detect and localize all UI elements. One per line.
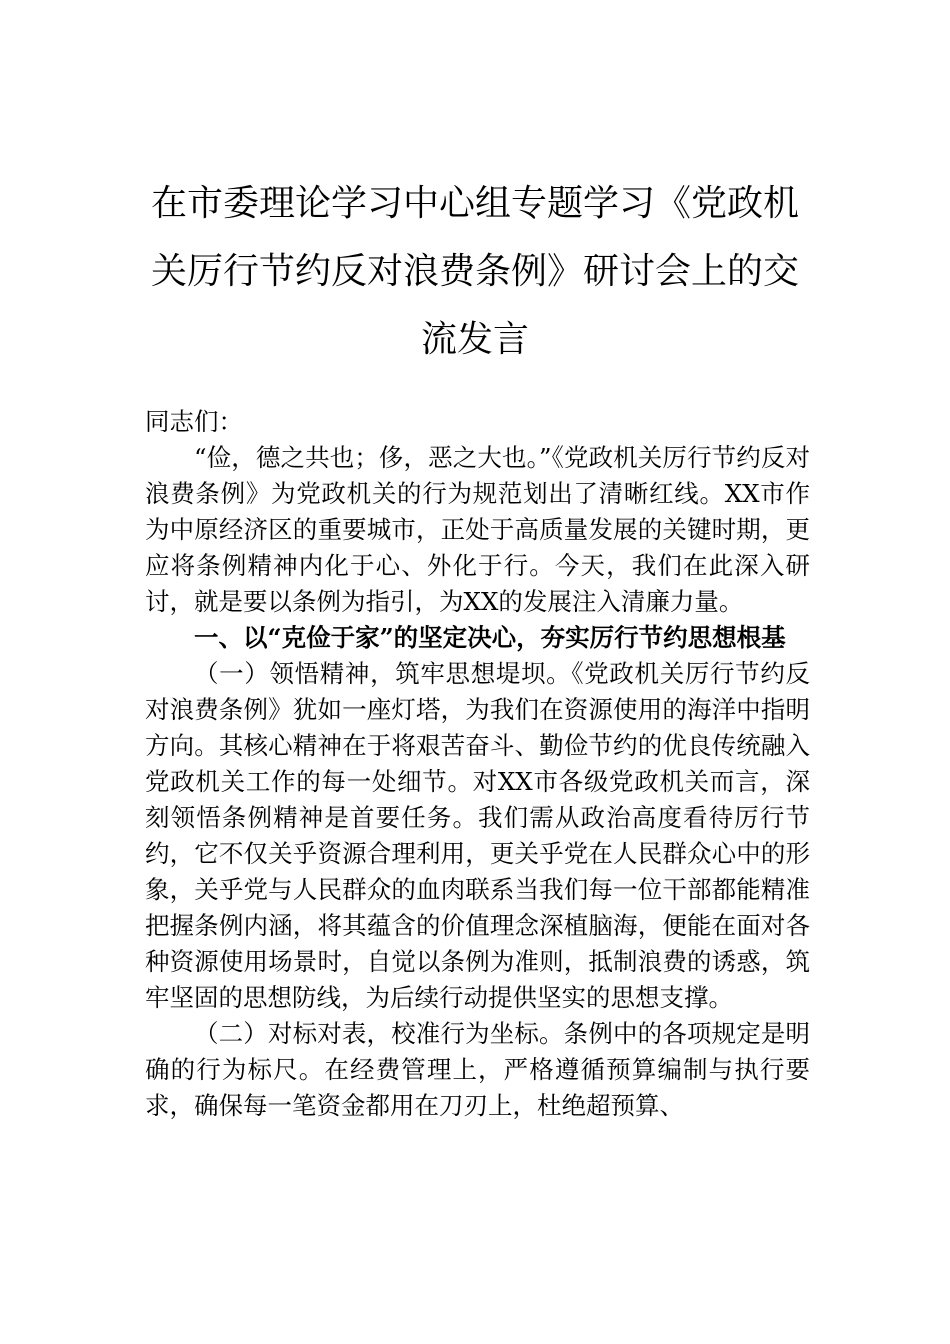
paragraph-intro: “俭，德之共也；侈，恶之大也。”《党政机关厉行节约反对浪费条例》为党政机关的行为规范划出了清晰红线。XX市作为中原经济区的重要城市，正处于高质量发展的关键时期，更应将条例精神内化于心、外化于行。今天，我们在此深入研讨，就是要以条例为指引，为XX的发展注入清廉力量。: [145, 443, 810, 616]
document-title: 在市委理论学习中心组专题学习《党政机关厉行节约反对浪费条例》研讨会上的交流发言: [150, 183, 799, 360]
paragraph-subsection-2: （二）对标对表，校准行为坐标。条例中的各项规定是明确的行为标尺。在经费管理上，严格遵循预算编制与执行要求，确保每一笔资金都用在刀刃上，杜绝超预算、: [145, 1019, 810, 1120]
paragraph-subsection-1: （一）领悟精神，筑牢思想堤坝。《党政机关厉行节约反对浪费条例》犹如一座灯塔，为我们在资源使用的海洋中指明方向。其核心精神在于将艰苦奋斗、勤俭节约的优良传统融入党政机关工作的每一处细节。对XX市各级党政机关而言，深刻领悟条例精神是首要任务。我们需从政治高度看待厉行节约，它不仅关乎资源合理利用，更关乎党在人民群众心中的形象，关乎党与人民群众的血肉联系当我们每一位干部都能精准把握条例内涵，将其蕴含的价值理念深植脑海，便能在面对各种资源使用场景时，自觉以条例为准则，抵制浪费的诱惑，筑牢坚固的思想防线，为后续行动提供坚实的思想支撑。: [145, 659, 810, 1012]
section-heading-1: 一、以“克俭于家”的坚定决心，夯实厉行节约思想根基: [194, 623, 786, 652]
salutation: 同志们：: [145, 407, 243, 436]
document-body: [145, 404, 810, 1124]
